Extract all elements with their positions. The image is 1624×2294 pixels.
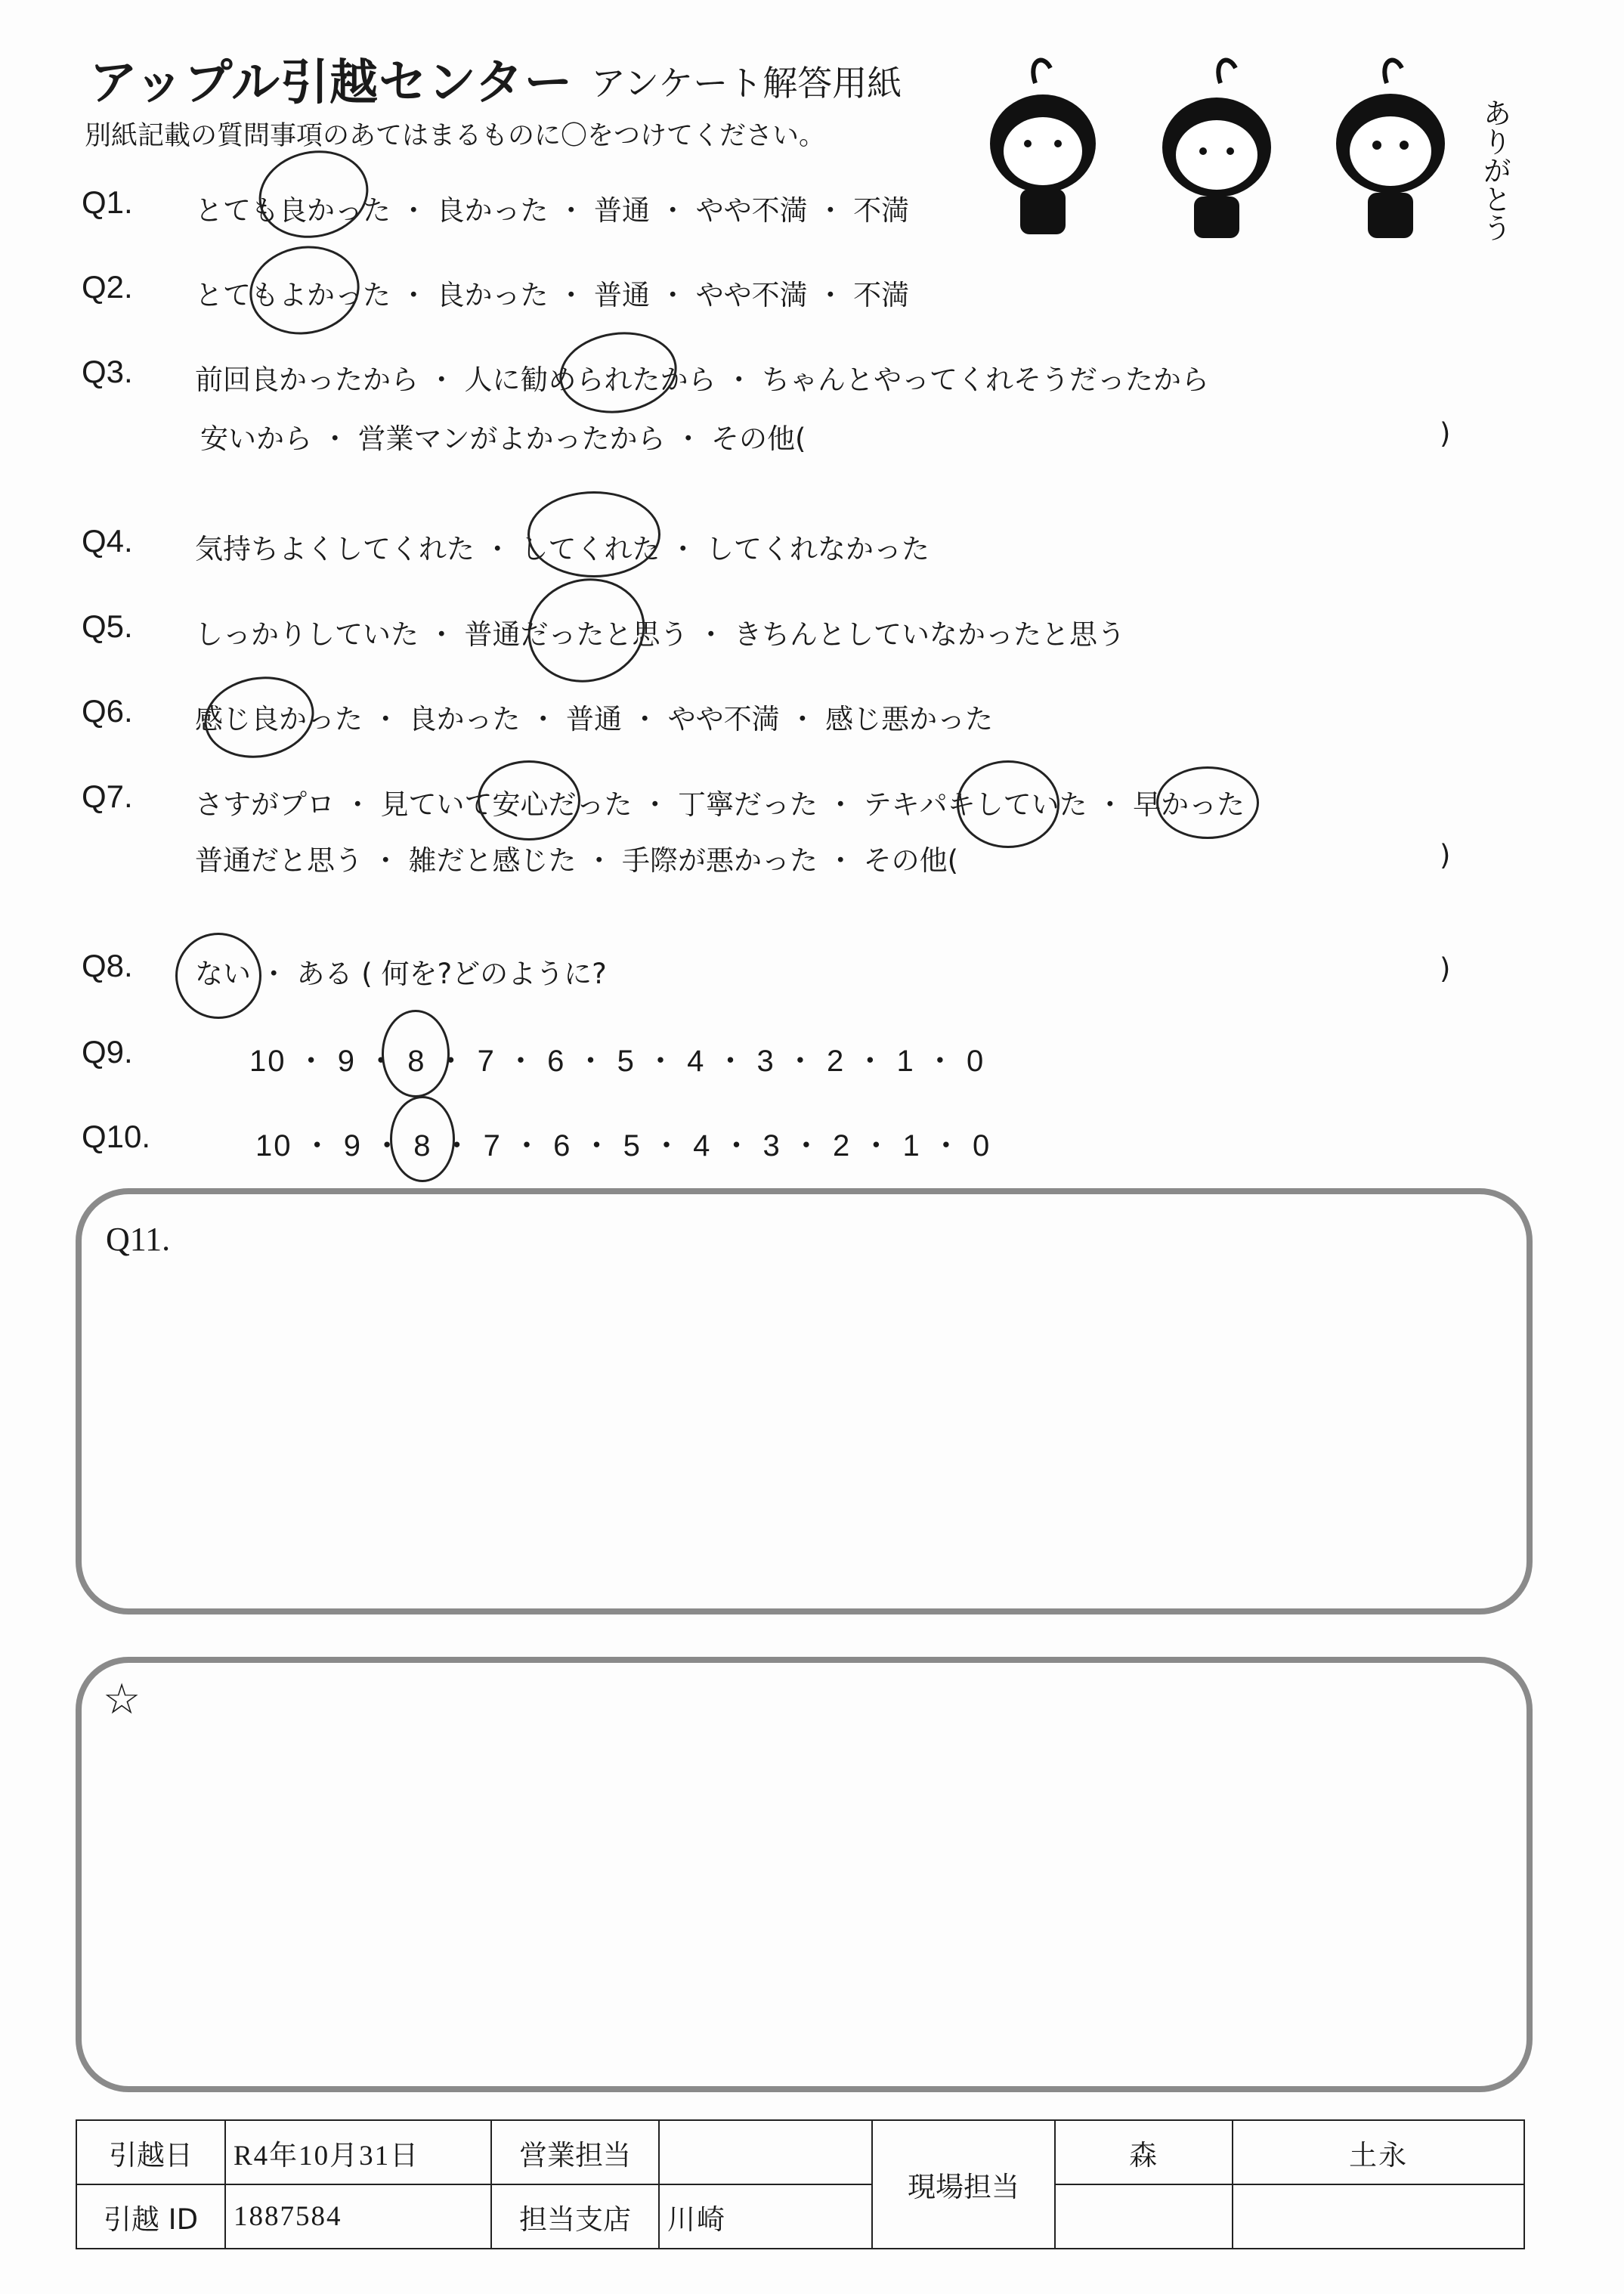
star-icon: ☆ xyxy=(103,1676,141,1723)
q3-label: Q3. xyxy=(82,354,133,389)
q4-options[interactable]: 気持ちよくしてくれた ・ してくれた ・ してくれなかった xyxy=(195,533,930,565)
q4-answer-circle xyxy=(527,491,660,577)
sales-label: 営業担当 xyxy=(491,2120,659,2184)
q9-answer-circle xyxy=(382,1010,450,1097)
q3-close-paren: ) xyxy=(1440,417,1451,450)
q11-label: Q11. xyxy=(106,1221,171,1258)
q1-label: Q1. xyxy=(82,184,133,220)
q2-answer-circle xyxy=(243,237,367,343)
page-subtitle: アンケート解答用紙 xyxy=(591,63,902,104)
q5-answer-circle xyxy=(516,565,657,695)
site-staff-empty-2[interactable] xyxy=(1233,2184,1524,2249)
q5-options[interactable]: しっかりしていた ・ 普通だったと思う ・ きちんとしていなかったと思う xyxy=(195,618,1126,651)
monkey-mascots-illustration xyxy=(990,53,1534,249)
q10-label: Q10. xyxy=(82,1119,151,1154)
q8-label: Q8. xyxy=(82,948,133,983)
q9-label: Q9. xyxy=(82,1034,133,1070)
q7-options-line2[interactable]: 普通だと思う ・ 雑だと感じた ・ 手際が悪かった ・ その他( xyxy=(195,844,959,877)
q10-scale[interactable]: 10 ・ 9 ・ 8 ・ 7 ・ 6 ・ 5 ・ 4 ・ 3 ・ 2 ・ 1 ・ 0 xyxy=(255,1129,991,1162)
move-id-value[interactable]: 1887584 xyxy=(225,2184,491,2249)
q6-options[interactable]: 感じ良かった ・ 良かった ・ 普通 ・ やや不満 ・ 感じ悪かった xyxy=(195,703,994,735)
q7-answer-circle-3 xyxy=(1156,766,1259,839)
q3-options-line1[interactable]: 前回良かったから ・ 人に勧められたから ・ ちゃんとやってくれそうだったから xyxy=(195,364,1210,396)
site-staff-empty-1[interactable] xyxy=(1055,2184,1233,2249)
instruction-text: 別紙記載の質問事項のあてはまるものに〇をつけてください。 xyxy=(85,121,826,151)
q7-answer-circle-2 xyxy=(957,760,1059,848)
footer-table xyxy=(76,2119,1525,2249)
q7-answer-circle-1 xyxy=(478,760,580,841)
star-comment-box[interactable] xyxy=(76,1657,1533,2092)
q2-options[interactable]: とてもよかった ・ 良かった ・ 普通 ・ やや不満 ・ 不満 xyxy=(195,279,910,311)
q7-options-line1[interactable]: さすがプロ ・ 見ていて安心だった ・ 丁寧だった ・ テキパキしていた ・ 早かった xyxy=(195,788,1245,821)
branch-value[interactable]: 川崎 xyxy=(659,2184,872,2249)
q6-answer-circle xyxy=(198,668,320,766)
q6-label: Q6. xyxy=(82,693,133,729)
q8-close-paren: ) xyxy=(1440,952,1451,985)
page-title: アップル引越センター xyxy=(89,55,574,111)
site-staff-label: 現場担当 xyxy=(872,2120,1055,2249)
move-id-label: 引越 ID xyxy=(76,2184,225,2249)
q2-label: Q2. xyxy=(82,269,133,305)
q8-options[interactable]: ない ・ ある ( 何を?どのように? xyxy=(195,958,607,990)
q9-scale[interactable]: 10 ・ 9 ・ 8 ・ 7 ・ 6 ・ 5 ・ 4 ・ 3 ・ 2 ・ 1 ・ 0 xyxy=(249,1045,985,1078)
mascot-caption: ありがとう xyxy=(1478,98,1511,242)
q1-options[interactable]: とても良かった ・ 良かった ・ 普通 ・ やや不満 ・ 不満 xyxy=(195,194,910,227)
sales-value[interactable] xyxy=(659,2120,872,2184)
q3-options-line2[interactable]: 安いから ・ 営業マンがよかったから ・ その他( xyxy=(200,423,806,455)
q5-label: Q5. xyxy=(82,608,133,644)
q1-answer-circle xyxy=(251,141,377,248)
site-staff-1[interactable]: 森 xyxy=(1055,2120,1233,2184)
site-staff-2[interactable]: 土永 xyxy=(1233,2120,1524,2184)
q10-answer-circle xyxy=(390,1096,455,1182)
q8-answer-circle xyxy=(175,933,261,1019)
q7-close-paren: ) xyxy=(1440,839,1451,871)
branch-label: 担当支店 xyxy=(491,2184,659,2249)
q3-answer-circle xyxy=(554,325,682,421)
move-date-label: 引越日 xyxy=(76,2120,225,2184)
q4-label: Q4. xyxy=(82,523,133,559)
q7-label: Q7. xyxy=(82,779,133,814)
move-date-value[interactable]: R4年10月31日 xyxy=(225,2120,491,2184)
q11-comment-box[interactable] xyxy=(76,1188,1533,1614)
